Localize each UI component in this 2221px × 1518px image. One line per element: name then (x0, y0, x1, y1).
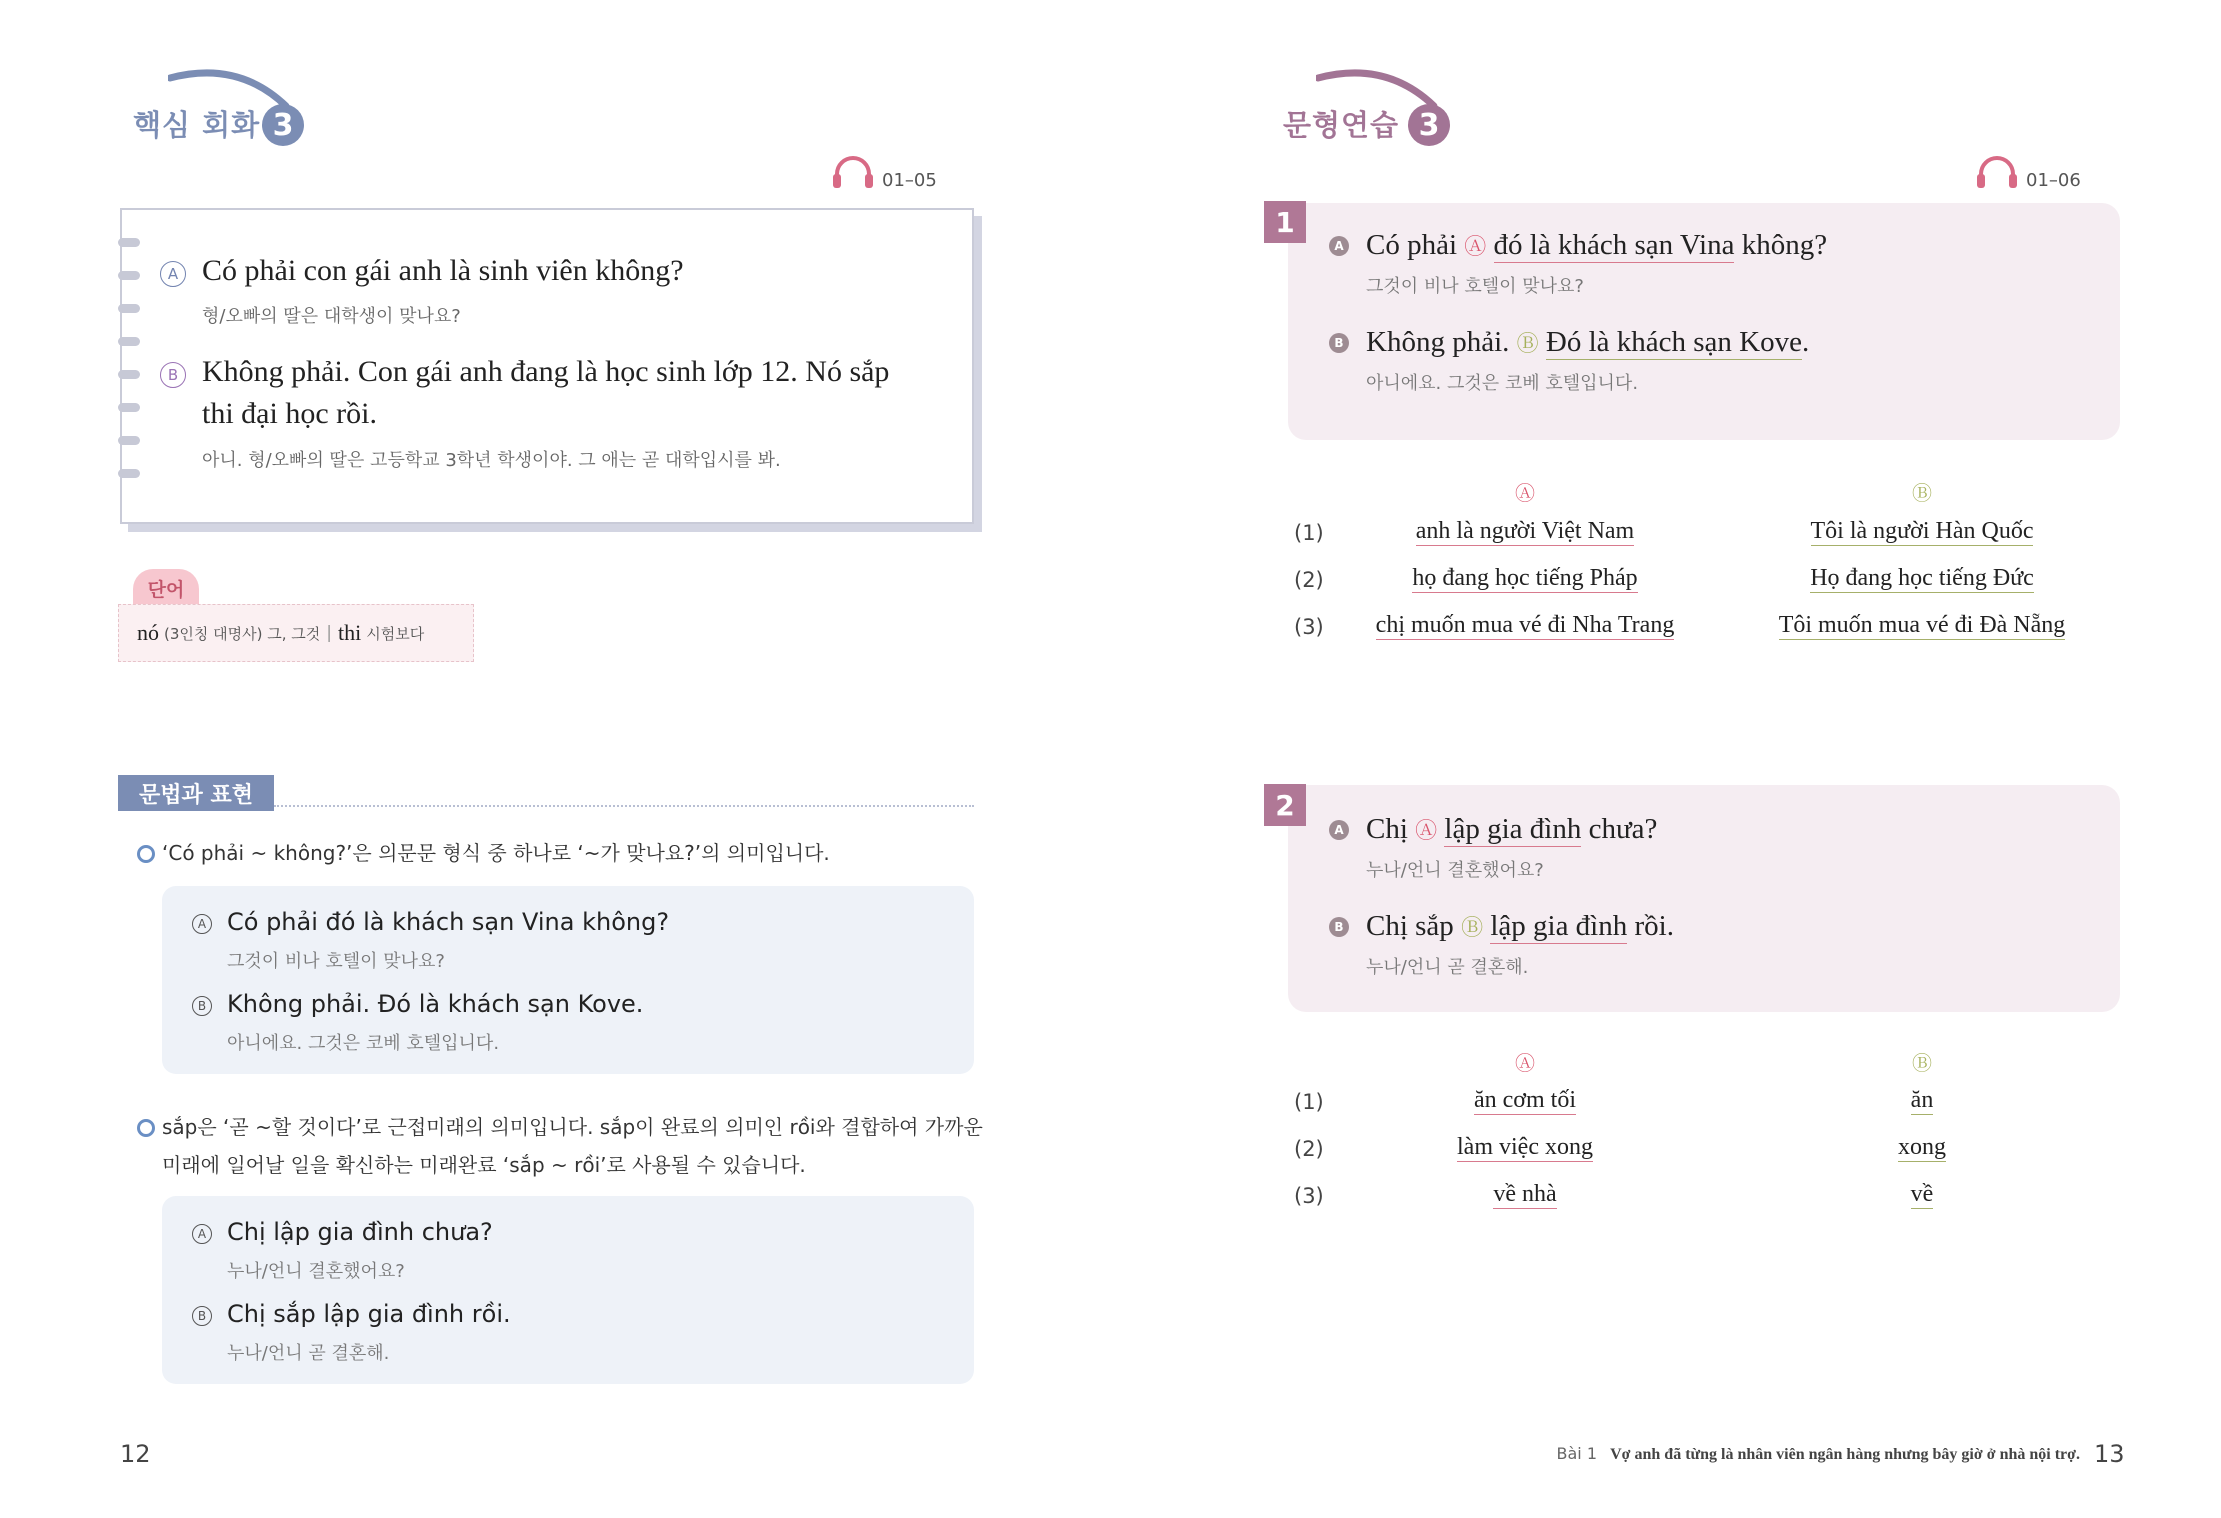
vocab-label: 단어 (133, 569, 199, 607)
page-number-right: 13 (2094, 1440, 2125, 1468)
practice2-a-korean: 누나/언니 결혼했어요? (1366, 860, 1544, 881)
option-a: về nhà (1493, 1181, 1557, 1207)
example1-b-vietnamese: Không phải. Đó là khách sạn Kove. (227, 990, 644, 1018)
practice1-b-prefix: Không phải. (1366, 326, 1510, 358)
option-b: về (1910, 1181, 1934, 1207)
dialog-a-korean: 형/오빠의 딸은 대학생이 맞나요? (202, 306, 461, 327)
option-index: (2) (1294, 1137, 1324, 1161)
practice1-b-blank: Đó là khách sạn Kove (1545, 326, 1802, 358)
option-b: Tôi là người Hàn Quốc (1810, 518, 2034, 544)
option-a: chị muốn mua vé đi Nha Trang (1375, 612, 1675, 638)
practice2-a-slot: Ⓐ (1415, 818, 1438, 843)
vocab-separator: | (326, 623, 332, 643)
practice2-b-suffix: rồi. (1634, 910, 1674, 942)
practice1-b-suffix: . (1801, 326, 1810, 358)
practice1-column-a-header: Ⓐ (1515, 481, 1535, 505)
dialog-a-vietnamese: Có phải con gái anh là sinh viên không? (202, 254, 684, 287)
practice2-b-blank: lập gia đình (1490, 910, 1628, 942)
section-number: 3 (1408, 104, 1450, 146)
section-title: 핵심 회화 (133, 108, 261, 142)
practice1-b-slot: Ⓑ (1516, 331, 1539, 356)
example2-a-vietnamese: Chị lập gia đình chưa? (227, 1218, 493, 1246)
grammar-divider (274, 805, 974, 807)
page-number-left: 12 (120, 1440, 151, 1468)
option-b: ăn (1910, 1087, 1934, 1113)
option-index: (3) (1294, 615, 1324, 639)
practice1-a-marker: A (1329, 236, 1349, 256)
option-b: Họ đang học tiếng Đức (1810, 565, 2034, 591)
option-a: anh là người Việt Nam (1415, 518, 1635, 544)
example2-a-korean: 누나/언니 결혼했어요? (227, 1261, 405, 1282)
vocab-box (118, 604, 474, 662)
speaker-b-marker: B (160, 362, 186, 388)
headphones-icon[interactable] (832, 154, 874, 190)
example1-a-vietnamese: Có phải đó là khách sạn Vina không? (227, 908, 670, 936)
practice1-b-sentence (1366, 326, 1809, 359)
footer-title: Vợ anh đã từng là nhân viên ngân hàng nhưng bây giờ ở nhà nội trợ. (1610, 1446, 2080, 1463)
vocab-word-2: thi (337, 620, 362, 645)
practice2-a-blank: lập gia đình (1444, 813, 1582, 845)
practice1-a-slot: Ⓐ (1464, 234, 1487, 259)
option-b: Tôi muốn mua vé đi Đà Nẵng (1778, 612, 2066, 638)
practice2-column-a-header: Ⓐ (1515, 1051, 1535, 1075)
practice2-b-sentence (1366, 910, 1674, 943)
track-number: 01–06 (2026, 170, 2081, 191)
option-index: (2) (1294, 568, 1324, 592)
practice1-a-suffix: không? (1741, 229, 1828, 261)
practice2-b-korean: 누나/언니 곧 결혼해. (1366, 957, 1529, 978)
practice2-a-prefix: Chị (1366, 813, 1408, 845)
practice2-a-suffix: chưa? (1588, 813, 1658, 845)
dialog-b-korean: 아니. 형/오빠의 딸은 고등학교 3학년 학생이야. 그 애는 곧 대학입시를 봐. (202, 450, 781, 471)
example2-b-vietnamese: Chị sắp lập gia đình rồi. (227, 1300, 511, 1328)
running-footer (1520, 1444, 2080, 1464)
footer-lesson: Bài 1 (1556, 1444, 1597, 1463)
vocab-word-1: nó (137, 620, 159, 645)
practice1-a-blank: đó là khách sạn Vina (1493, 229, 1735, 261)
practice2-a-sentence (1366, 813, 1657, 846)
section-title: 문형연습 (1283, 108, 1400, 142)
practice-1-number: 1 (1264, 201, 1306, 243)
dialog-b-vietnamese-line1: Không phải. Con gái anh đang là học sinh lớp 12. Nó sắp (202, 355, 890, 388)
track-number: 01–05 (882, 170, 937, 191)
option-b: xong (1898, 1134, 1946, 1160)
example2-b-marker: B (192, 1306, 212, 1326)
notebook-rings (118, 238, 140, 478)
option-index: (1) (1294, 1090, 1324, 1114)
option-index: (1) (1294, 521, 1324, 545)
bullet-icon (137, 845, 155, 863)
example2-a-marker: A (192, 1224, 212, 1244)
practice1-a-korean: 그것이 비나 호텔이 맞나요? (1366, 276, 1584, 297)
example1-b-marker: B (192, 996, 212, 1016)
section-number: 3 (262, 104, 304, 146)
option-a: làm việc xong (1457, 1134, 1593, 1160)
headphones-icon[interactable] (1976, 154, 2018, 190)
grammar-label: 문법과 표현 (118, 775, 274, 811)
vocab-def-1: (3인칭 대명사) 그, 그것 (164, 624, 321, 643)
practice1-b-korean: 아니에요. 그것은 코베 호텔입니다. (1366, 373, 1639, 394)
practice2-b-marker: B (1329, 917, 1349, 937)
grammar-note-2-line1: sắp은 ‘곧 ~할 것이다’로 근접미래의 의미입니다. sắp이 완료의 의미인 rồi와 결합하여 가까운 (162, 1115, 983, 1139)
example1-a-korean: 그것이 비나 호텔이 맞나요? (227, 951, 445, 972)
bullet-icon (137, 1119, 155, 1137)
practice2-column-b-header: Ⓑ (1912, 1051, 1932, 1075)
practice-2-number: 2 (1264, 784, 1306, 826)
example2-b-korean: 누나/언니 곧 결혼해. (227, 1343, 390, 1364)
dialog-b-vietnamese-line2: thi đại học rồi. (202, 397, 377, 430)
speaker-a-marker: A (160, 261, 186, 287)
practice1-a-prefix: Có phải (1366, 229, 1458, 261)
grammar-note-2-line2: 미래에 일어날 일을 확신하는 미래완료 ‘sắp ~ rồi’로 사용될 수 있습니다. (162, 1153, 806, 1177)
option-a: họ đang học tiếng Pháp (1412, 565, 1638, 591)
option-a: ăn cơm tối (1474, 1087, 1576, 1113)
practice1-a-sentence (1366, 229, 1827, 262)
example1-b-korean: 아니에요. 그것은 코베 호텔입니다. (227, 1033, 500, 1054)
practice1-b-marker: B (1329, 333, 1349, 353)
grammar-note-1: ‘Có phải ~ không?’은 의문문 형식 중 하나로 ‘~가 맞나요?’의 의미입니다. (162, 841, 830, 865)
practice1-column-b-header: Ⓑ (1912, 481, 1932, 505)
practice2-b-slot: Ⓑ (1461, 915, 1484, 940)
option-index: (3) (1294, 1184, 1324, 1208)
practice2-b-prefix: Chị sắp (1366, 910, 1454, 942)
example1-a-marker: A (192, 914, 212, 934)
practice2-a-marker: A (1329, 820, 1349, 840)
vocab-def-2: 시험보다 (366, 624, 425, 643)
